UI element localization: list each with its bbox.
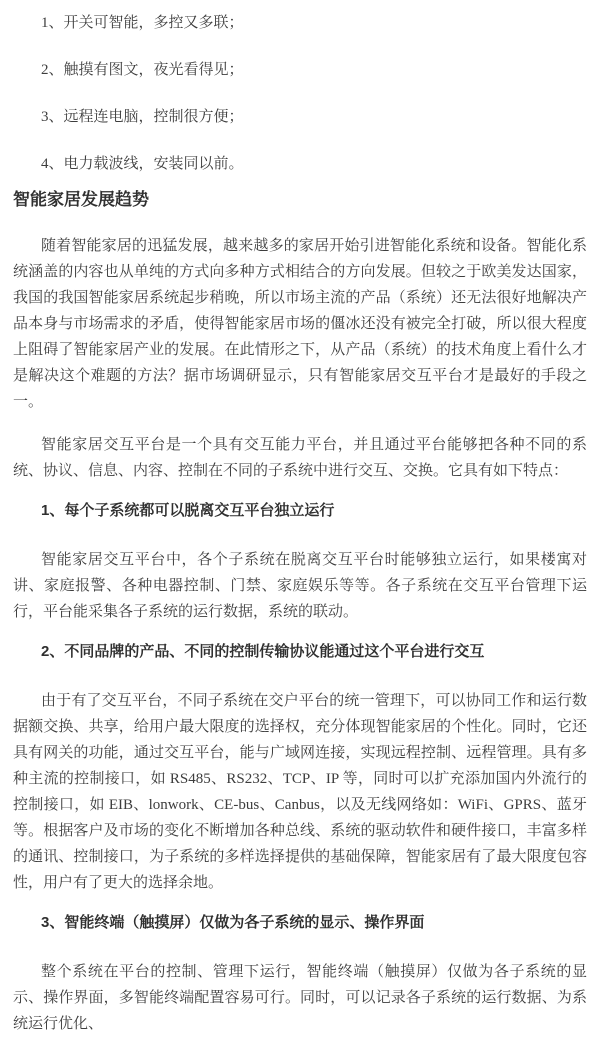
intro-item-1: 1、开关可智能，多控又多联； xyxy=(41,15,244,31)
intro-item-4: 4、电力载波线，安装同以前。 xyxy=(41,156,244,172)
feature-1-body: 智能家居交互平台中，各个子系统在脱离交互平台时能够独立运行，如果楼寓对讲、家庭报警、各种电器控制、门禁、家庭娱乐等等。各子系统在交互平台管理下运行，平台能采集各子系统的运行数据，系统的联动。 xyxy=(13,552,587,620)
feature-2-title: 2、不同品牌的产品、不同的控制传输协议能通过这个平台进行交互 xyxy=(41,643,485,660)
lead-paragraph-2: 智能家居交互平台是一个具有交互能力平台，并且通过平台能够把各种不同的系统、协议、信息、内容、控制在不同的子系统中进行交互、交换。它具有如下特点： xyxy=(13,437,587,479)
feature-1-title: 1、每个子系统都可以脱离交互平台独立运行 xyxy=(41,502,335,519)
section-heading: 智能家居发展趋势 xyxy=(13,190,149,209)
intro-item-3: 3、远程连电脑，控制很方便； xyxy=(41,109,244,125)
feature-3-body: 整个系统在平台的控制、管理下运行，智能终端（触摸屏）仅做为各子系统的显示、操作界面，多智能终端配置容易可行。同时，可以记录各子系统的运行数据、为系统运行优化、 xyxy=(13,964,587,1032)
feature-2-body: 由于有了交互平台，不同子系统在交户平台的统一管理下，可以协同工作和运行数据额交换、共享，给用户最大限度的选择权，充分体现智能家居的个性化。同时，它还具有网关的功能，通过交互平台，能与广域网连接，实现远程控制、远程管理。具有多种主流的控制接口，如 RS485、RS232、TCP、IP 等，同时可以扩充添加国内外流行的控制接口，如 EIB、lonwork、CE-bus、Canbus，以及无线网络如：WiFi、GPRS、蓝牙等。根据客户及市场的变化不断增加各种总线、系统的驱动软件和硬件接口，丰富多样的通讯、控制接口，为子系统的多样选择提供的基础保障，智能家居有了最大限度包容性，用户有了更大的选择余地。 xyxy=(13,693,587,891)
feature-3-title: 3、智能终端（触摸屏）仅做为各子系统的显示、操作界面 xyxy=(41,914,425,931)
intro-item-2: 2、触摸有图文，夜光看得见； xyxy=(41,62,244,78)
lead-paragraph-1: 随着智能家居的迅猛发展，越来越多的家居开始引进智能化系统和设备。智能化系统涵盖的内容也从单纯的方式向多种方式相结合的方向发展。但较之于欧美发达国家，我国的我国智能家居系统起步稍晚，所以市场主流的产品（系统）还无法很好地解决产品本身与市场需求的矛盾，使得智能家居市场的僵冰还没有被完全打破，所以很大程度上阻碍了智能家居产业的发展。在此情形之下，从产品（系统）的技术角度上看什么才是解决这个难题的方法？据市场调研显示，只有智能家居交互平台才是最好的手段之一。 xyxy=(13,238,587,410)
